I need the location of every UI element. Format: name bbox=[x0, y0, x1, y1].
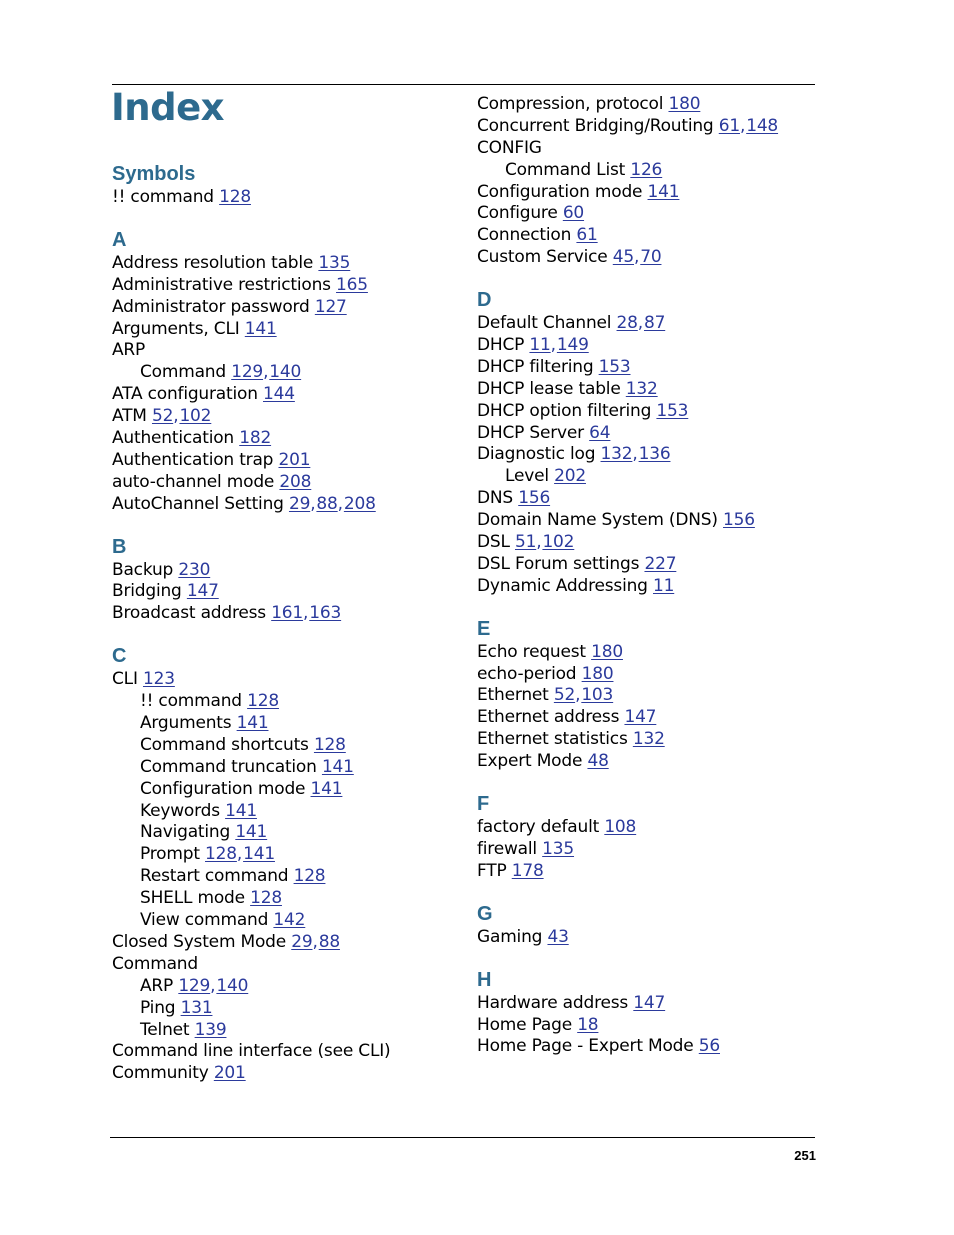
index-section-heading: D bbox=[477, 289, 492, 312]
index-entry bbox=[112, 275, 452, 297]
index-term: Home Page bbox=[477, 1014, 572, 1035]
page-link[interactable]: 123 bbox=[142, 669, 175, 690]
index-term: Diagnostic log bbox=[477, 444, 596, 465]
index-subentry bbox=[112, 735, 452, 757]
index-entry bbox=[112, 581, 452, 603]
index-subentry bbox=[112, 910, 452, 932]
page-separator: , bbox=[263, 362, 269, 383]
index-entry bbox=[112, 932, 452, 954]
index-term: Connection bbox=[477, 225, 572, 246]
page-link[interactable]: 141 bbox=[235, 822, 268, 843]
page-link[interactable]: 135 bbox=[318, 252, 351, 273]
page-link[interactable]: 87 bbox=[643, 313, 666, 334]
index-term: CLI bbox=[112, 669, 138, 690]
page-link[interactable]: 131 bbox=[180, 997, 213, 1018]
index-entry bbox=[112, 560, 452, 582]
index-term: echo-period bbox=[477, 663, 577, 684]
index-entry bbox=[477, 532, 817, 554]
index-entry bbox=[477, 94, 817, 116]
page-link[interactable]: 128 bbox=[219, 187, 251, 207]
index-entry bbox=[112, 406, 452, 428]
index-term: Concurrent Bridging/Routing bbox=[477, 115, 714, 136]
page-link[interactable]: 149 bbox=[556, 335, 589, 356]
page-link[interactable]: 103 bbox=[581, 685, 614, 706]
index-term: AutoChannel Setting bbox=[112, 493, 284, 514]
page-link[interactable]: 135 bbox=[542, 838, 575, 859]
page-link[interactable]: 208 bbox=[279, 471, 312, 492]
index-entry bbox=[477, 247, 817, 269]
index-term: firewall bbox=[477, 838, 537, 859]
page-link[interactable]: 208 bbox=[343, 493, 376, 514]
bottom-rule bbox=[110, 1137, 815, 1138]
index-term: Telnet bbox=[140, 1019, 190, 1040]
index-subentry bbox=[112, 362, 452, 384]
top-rule bbox=[112, 84, 815, 85]
page-link[interactable]: 153 bbox=[656, 400, 689, 421]
index-entry bbox=[477, 423, 817, 445]
index-subentry bbox=[112, 976, 452, 998]
page-link[interactable]: 128 bbox=[205, 844, 237, 865]
index-term: Closed System Mode bbox=[112, 931, 287, 952]
index-term: Ethernet statistics bbox=[477, 729, 628, 750]
index-subentry bbox=[112, 888, 452, 910]
page-link[interactable]: 61 bbox=[718, 115, 740, 136]
page-link[interactable]: 108 bbox=[604, 817, 637, 838]
index-entry bbox=[477, 817, 817, 839]
page-link[interactable]: 88 bbox=[318, 931, 340, 952]
page-separator: , bbox=[303, 603, 309, 624]
index-term: Community bbox=[112, 1063, 209, 1084]
page-link[interactable]: 56 bbox=[698, 1036, 720, 1057]
page-link[interactable]: 29 bbox=[288, 493, 311, 514]
index-term: Command shortcuts bbox=[140, 734, 309, 755]
page-link[interactable]: 132 bbox=[625, 378, 658, 399]
index-term: DHCP Server bbox=[477, 422, 584, 443]
index-term: ATA configuration bbox=[112, 384, 258, 405]
index-entry bbox=[112, 187, 452, 209]
page-link[interactable]: 52 bbox=[553, 685, 576, 706]
index-term: Ethernet bbox=[477, 685, 549, 706]
page-title: Index bbox=[111, 86, 225, 129]
page-separator: , bbox=[550, 335, 556, 356]
page-link[interactable]: 156 bbox=[723, 510, 755, 531]
index-entry bbox=[112, 603, 452, 625]
page-link[interactable]: 127 bbox=[314, 296, 347, 317]
index-entry bbox=[477, 379, 817, 401]
index-entry bbox=[477, 861, 817, 883]
page-link[interactable]: 156 bbox=[518, 488, 551, 509]
index-entry bbox=[112, 253, 452, 275]
page-link[interactable]: 60 bbox=[562, 203, 585, 224]
index-entry bbox=[477, 554, 817, 576]
index-entry bbox=[477, 401, 817, 423]
index-entry bbox=[112, 954, 452, 976]
index-term: Address resolution table bbox=[112, 252, 314, 273]
index-term: Domain Name System (DNS) bbox=[477, 510, 718, 531]
index-term: Dynamic Addressing bbox=[477, 575, 648, 596]
page-link[interactable]: 142 bbox=[273, 910, 306, 931]
index-entry bbox=[112, 319, 452, 341]
page-separator: , bbox=[312, 931, 318, 952]
index-term: CONFIG bbox=[477, 137, 542, 158]
index-subentry bbox=[112, 1020, 452, 1042]
index-term: Configuration mode bbox=[140, 778, 306, 799]
index-term: factory default bbox=[477, 817, 600, 838]
index-term: DSL bbox=[477, 532, 510, 553]
page-link[interactable]: 45 bbox=[612, 247, 635, 268]
page-link[interactable]: 201 bbox=[213, 1063, 246, 1084]
index-term: Configuration mode bbox=[477, 181, 643, 202]
index-section-heading: E bbox=[477, 617, 491, 640]
page-separator: , bbox=[236, 844, 243, 865]
index-entry bbox=[477, 642, 817, 664]
page-link[interactable]: 140 bbox=[216, 975, 249, 996]
index-term: DHCP lease table bbox=[477, 378, 621, 399]
page-link[interactable]: 48 bbox=[587, 751, 609, 772]
page-link[interactable]: 29 bbox=[291, 931, 313, 952]
index-term: ARP bbox=[112, 340, 146, 361]
index-term: auto-channel mode bbox=[112, 471, 275, 492]
index-entry bbox=[112, 1041, 452, 1063]
page-link[interactable]: 52 bbox=[151, 406, 174, 427]
index-entry bbox=[477, 444, 817, 466]
page-link[interactable]: 141 bbox=[225, 800, 257, 821]
index-term: FTP bbox=[477, 860, 507, 881]
page-link[interactable]: 180 bbox=[668, 94, 701, 114]
page-link[interactable]: 153 bbox=[598, 356, 631, 377]
page-link[interactable]: 141 bbox=[236, 713, 269, 734]
index-section-heading: A bbox=[112, 228, 127, 251]
index-entry bbox=[477, 664, 817, 686]
index-entry bbox=[477, 357, 817, 379]
page-link[interactable]: 147 bbox=[186, 581, 219, 602]
page-link[interactable]: 128 bbox=[313, 734, 346, 755]
index-section-heading: B bbox=[112, 535, 127, 558]
page-link[interactable]: 128 bbox=[293, 866, 326, 887]
index-entry bbox=[112, 1063, 452, 1085]
page-link[interactable]: 147 bbox=[633, 992, 666, 1013]
index-subentry bbox=[112, 998, 452, 1020]
index-term: Echo request bbox=[477, 641, 586, 662]
page-separator: , bbox=[310, 493, 316, 514]
page-link[interactable]: 230 bbox=[178, 559, 211, 580]
index-term: DSL Forum settings bbox=[477, 553, 640, 574]
index-term: Backup bbox=[112, 559, 174, 580]
page-number: 251 bbox=[794, 1148, 816, 1163]
page-link[interactable]: 28 bbox=[616, 313, 638, 334]
index-entry bbox=[477, 927, 817, 949]
index-column-right bbox=[477, 94, 817, 1058]
page-link[interactable]: 141 bbox=[321, 756, 354, 777]
index-entry bbox=[477, 225, 817, 247]
index-entry bbox=[477, 576, 817, 598]
index-entry bbox=[477, 751, 817, 773]
page-link[interactable]: 126 bbox=[630, 159, 663, 180]
page-link[interactable]: 140 bbox=[269, 362, 302, 383]
page-link[interactable]: 163 bbox=[309, 603, 342, 624]
page-link[interactable]: 102 bbox=[542, 532, 575, 553]
page-link[interactable]: 139 bbox=[194, 1019, 227, 1040]
index-term: Level bbox=[505, 466, 549, 487]
page-link[interactable]: 147 bbox=[624, 707, 657, 728]
page-link[interactable]: 129 bbox=[178, 975, 211, 996]
index-term: DHCP bbox=[477, 335, 525, 356]
index-entry bbox=[112, 297, 452, 319]
index-section-heading: G bbox=[477, 902, 493, 925]
index-subentry bbox=[112, 757, 452, 779]
index-term: Default Channel bbox=[477, 313, 612, 334]
index-entry bbox=[477, 138, 817, 160]
page-link[interactable]: 43 bbox=[547, 926, 569, 947]
index-subentry bbox=[112, 866, 452, 888]
index-term: View command bbox=[140, 910, 269, 931]
index-term: Command bbox=[112, 953, 198, 974]
index-term: Command truncation bbox=[140, 756, 317, 777]
page-link[interactable]: 141 bbox=[243, 844, 275, 865]
page-link[interactable]: 128 bbox=[247, 691, 279, 712]
index-section-heading: C bbox=[112, 645, 127, 668]
index-entry bbox=[112, 669, 452, 691]
index-term: Restart command bbox=[140, 866, 289, 887]
page-separator: , bbox=[173, 406, 179, 427]
index-term: Administrator password bbox=[112, 296, 310, 317]
page-separator: , bbox=[337, 493, 343, 514]
index-entry bbox=[477, 839, 817, 861]
index-entry bbox=[112, 472, 452, 494]
index-term: Command List bbox=[505, 159, 626, 180]
index-term: Broadcast address bbox=[112, 603, 266, 624]
page-link[interactable]: 182 bbox=[239, 428, 272, 449]
index-term: Administrative restrictions bbox=[112, 274, 331, 295]
index-term: Command bbox=[140, 362, 226, 383]
page-link[interactable]: 70 bbox=[640, 247, 662, 268]
index-entry bbox=[477, 313, 817, 335]
index-term: Ethernet address bbox=[477, 707, 620, 728]
page-link[interactable]: 141 bbox=[310, 778, 343, 799]
page-link[interactable]: 136 bbox=[638, 444, 671, 465]
index-term: Authentication bbox=[112, 428, 234, 449]
index-entry bbox=[477, 685, 817, 707]
page-separator: , bbox=[536, 532, 542, 553]
index-subentry bbox=[112, 713, 452, 735]
index-entry bbox=[477, 182, 817, 204]
index-section-heading: H bbox=[477, 968, 492, 991]
page-link[interactable]: 141 bbox=[647, 181, 680, 202]
index-term: Expert Mode bbox=[477, 751, 583, 772]
page-link[interactable]: 201 bbox=[278, 449, 311, 470]
index-section-heading: F bbox=[477, 793, 490, 816]
index-term: DHCP filtering bbox=[477, 356, 594, 377]
index-entry bbox=[477, 993, 817, 1015]
index-term: SHELL mode bbox=[140, 888, 245, 909]
index-term: Command line interface (see CLI) bbox=[112, 1041, 391, 1062]
index-entry bbox=[477, 1036, 817, 1058]
page-link[interactable]: 227 bbox=[644, 553, 677, 574]
page-link[interactable]: 165 bbox=[336, 274, 368, 295]
page-link[interactable]: 148 bbox=[746, 115, 779, 136]
index-entry bbox=[112, 450, 452, 472]
page-separator: , bbox=[210, 975, 216, 996]
index-subentry bbox=[112, 844, 452, 866]
index-column-left bbox=[112, 161, 452, 1085]
page-link[interactable]: 18 bbox=[577, 1014, 599, 1035]
index-term: Gaming bbox=[477, 926, 543, 947]
index-entry bbox=[112, 384, 452, 406]
page-separator: , bbox=[634, 247, 640, 268]
index-subentry bbox=[477, 160, 817, 182]
index-term: Bridging bbox=[112, 581, 182, 602]
index-term: Hardware address bbox=[477, 992, 629, 1013]
index-term: Arguments bbox=[140, 713, 232, 734]
page-link[interactable]: 61 bbox=[576, 225, 598, 246]
page-link[interactable]: 141 bbox=[244, 318, 277, 339]
index-term: Prompt bbox=[140, 844, 200, 865]
page-link[interactable]: 132 bbox=[600, 444, 633, 465]
index-term: Custom Service bbox=[477, 247, 608, 268]
page-link[interactable]: 11 bbox=[529, 335, 551, 356]
page-link[interactable]: 180 bbox=[581, 663, 614, 684]
index-term: Home Page - Expert Mode bbox=[477, 1036, 694, 1057]
index-subentry bbox=[112, 691, 452, 713]
index-term: Ping bbox=[140, 997, 176, 1018]
page-link[interactable]: 128 bbox=[250, 888, 282, 909]
index-entry bbox=[112, 428, 452, 450]
index-entry bbox=[477, 1015, 817, 1037]
index-entry bbox=[477, 335, 817, 357]
page-link[interactable]: 129 bbox=[231, 362, 264, 383]
page-separator: , bbox=[575, 685, 581, 706]
index-term: Navigating bbox=[140, 822, 231, 843]
page-separator: , bbox=[739, 115, 746, 136]
index-subentry bbox=[112, 822, 452, 844]
page-link[interactable]: 11 bbox=[653, 575, 675, 596]
page-link[interactable]: 102 bbox=[179, 406, 212, 427]
index-section-heading: Symbols bbox=[112, 163, 196, 185]
index-term: ATM bbox=[112, 406, 147, 427]
index-subentry bbox=[112, 779, 452, 801]
page-link[interactable]: 144 bbox=[263, 384, 295, 405]
index-entry bbox=[112, 340, 452, 362]
index-entry bbox=[477, 116, 817, 138]
page-link[interactable]: 132 bbox=[632, 729, 665, 750]
page-link[interactable]: 88 bbox=[316, 493, 338, 514]
index-entry bbox=[477, 707, 817, 729]
index-term: !! command bbox=[112, 187, 214, 207]
page-link[interactable]: 64 bbox=[589, 422, 611, 443]
index-term: !! command bbox=[140, 691, 242, 712]
index-term: DNS bbox=[477, 488, 513, 509]
index-term: Authentication trap bbox=[112, 449, 274, 470]
index-entry bbox=[477, 729, 817, 751]
page-separator: , bbox=[637, 313, 643, 334]
index-term: Arguments, CLI bbox=[112, 318, 240, 339]
index-subentry bbox=[112, 801, 452, 823]
page-link[interactable]: 178 bbox=[511, 860, 544, 881]
index-entry bbox=[477, 510, 817, 532]
page-separator: , bbox=[632, 444, 638, 465]
page-link[interactable]: 180 bbox=[591, 641, 623, 662]
index-term: ARP bbox=[140, 975, 174, 996]
page-link[interactable]: 202 bbox=[554, 466, 586, 487]
index-entry bbox=[477, 203, 817, 225]
page-link[interactable]: 51 bbox=[514, 532, 537, 553]
index-term: Compression, protocol bbox=[477, 94, 664, 114]
index-subentry bbox=[477, 466, 817, 488]
index-entry bbox=[477, 488, 817, 510]
index-term: DHCP option filtering bbox=[477, 400, 652, 421]
page-link[interactable]: 161 bbox=[271, 603, 304, 624]
index-term: Keywords bbox=[140, 800, 220, 821]
index-entry bbox=[112, 494, 452, 516]
index-term: Configure bbox=[477, 203, 558, 224]
